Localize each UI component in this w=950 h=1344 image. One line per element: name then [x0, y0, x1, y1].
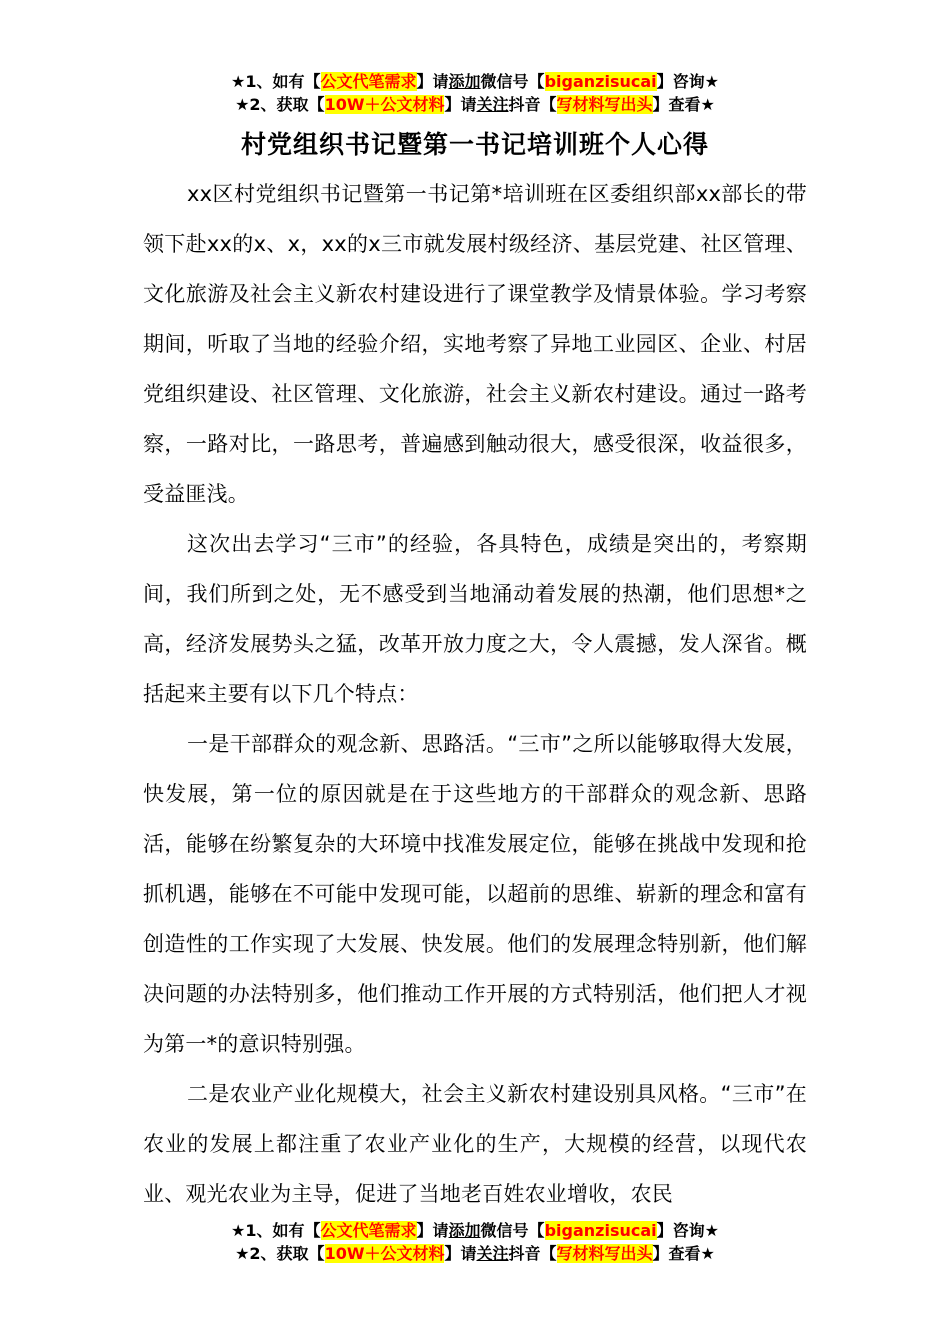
promo-line-1 [0, 1219, 950, 1242]
promo-underlined: 添加 [448, 72, 481, 91]
promo-text: 微信号【 [480, 1221, 545, 1240]
promo-text: ★2、获取【 [235, 1244, 325, 1263]
promo-line-2 [0, 93, 950, 116]
promo-text: 微信号【 [480, 72, 545, 91]
promo-highlight: biganzisucai [544, 1221, 657, 1240]
document-body [143, 169, 807, 1219]
promo-text: 】查看★ [652, 1244, 715, 1263]
promo-highlight: 公文代笔需求 [320, 1221, 417, 1240]
promo-underlined: 关注 [476, 1244, 509, 1263]
promo-highlight: 写材料写出头 [556, 95, 653, 114]
promo-text: 】请 [444, 95, 477, 114]
promo-text: 】请 [416, 1221, 449, 1240]
paragraph-3: 一是干部群众的观念新、思路活。“三市”之所以能够取得大发展，快发展，第一位的原因就是在于这些地方的干部群众的观念新、思路活，能够在纷繁复杂的大环境中找准发展定位，能够在挑战中发现和抢抓机遇，能够在不可能中发现可能，以超前的思维、崭新的理念和富有创造性的工作实现了大发展、快发展。他们的发展理念特别新，他们解决问题的办法特别多，他们推动工作开展的方式特别活，他们把人才视为第一*的意识特别强。 [143, 732, 807, 1056]
promo-text: 】查看★ [652, 95, 715, 114]
paragraph-4: 二是农业产业化规模大，社会主义新农村建设别具风格。“三市”在农业的发展上都注重了农业产业化的生产，大规模的经营，以现代农业、观光农业为主导，促进了当地老百姓农业增收，农民 [143, 1082, 807, 1206]
promo-text: ★2、获取【 [235, 95, 325, 114]
promo-highlight: 10W＋公文材料 [324, 95, 445, 114]
promo-banner-bottom [0, 1219, 950, 1265]
promo-line-2 [0, 1242, 950, 1265]
promo-text: 抖音【 [508, 1244, 557, 1263]
paragraph-1: xx区村党组织书记暨第一书记第*培训班在区委组织部xx部长的带领下赴xx的x、x，xx的x三市就发展村级经济、基层党建、社区管理、文化旅游及社会主义新农村建设进行了课堂教学及情景体验。学习考察期间，听取了当地的经验介绍，实地考察了异地工业园区、企业、村居党组织建设、社区管理、文化旅游，社会主义新农村建设。通过一路考察，一路对比，一路思考，普遍感到触动很大，感受很深，收益很多，受益匪浅。 [143, 182, 807, 506]
promo-text: ★1、如有【 [231, 72, 321, 91]
promo-highlight: biganzisucai [544, 72, 657, 91]
promo-highlight: 10W＋公文材料 [324, 1244, 445, 1263]
promo-text: ★1、如有【 [231, 1221, 321, 1240]
promo-highlight: 公文代笔需求 [320, 72, 417, 91]
promo-text: 】咨询★ [656, 1221, 719, 1240]
document-title: 村党组织书记暨第一书记培训班个人心得 [240, 130, 709, 159]
paragraph-2: 这次出去学习“三市”的经验，各具特色，成绩是突出的，考察期间，我们所到之处，无不感受到当地涌动着发展的热潮，他们思想*之高，经济发展势头之猛，改革开放力度之大，令人震撼，发人深省。概括起来主要有以下几个特点： [143, 532, 807, 706]
promo-underlined: 关注 [476, 95, 509, 114]
promo-text: 】咨询★ [656, 72, 719, 91]
promo-text: 抖音【 [508, 95, 557, 114]
promo-text: 】请 [444, 1244, 477, 1263]
promo-highlight: 写材料写出头 [556, 1244, 653, 1263]
promo-line-1 [0, 70, 950, 93]
promo-banner-top [0, 70, 950, 116]
promo-text: 】请 [416, 72, 449, 91]
promo-underlined: 添加 [448, 1221, 481, 1240]
